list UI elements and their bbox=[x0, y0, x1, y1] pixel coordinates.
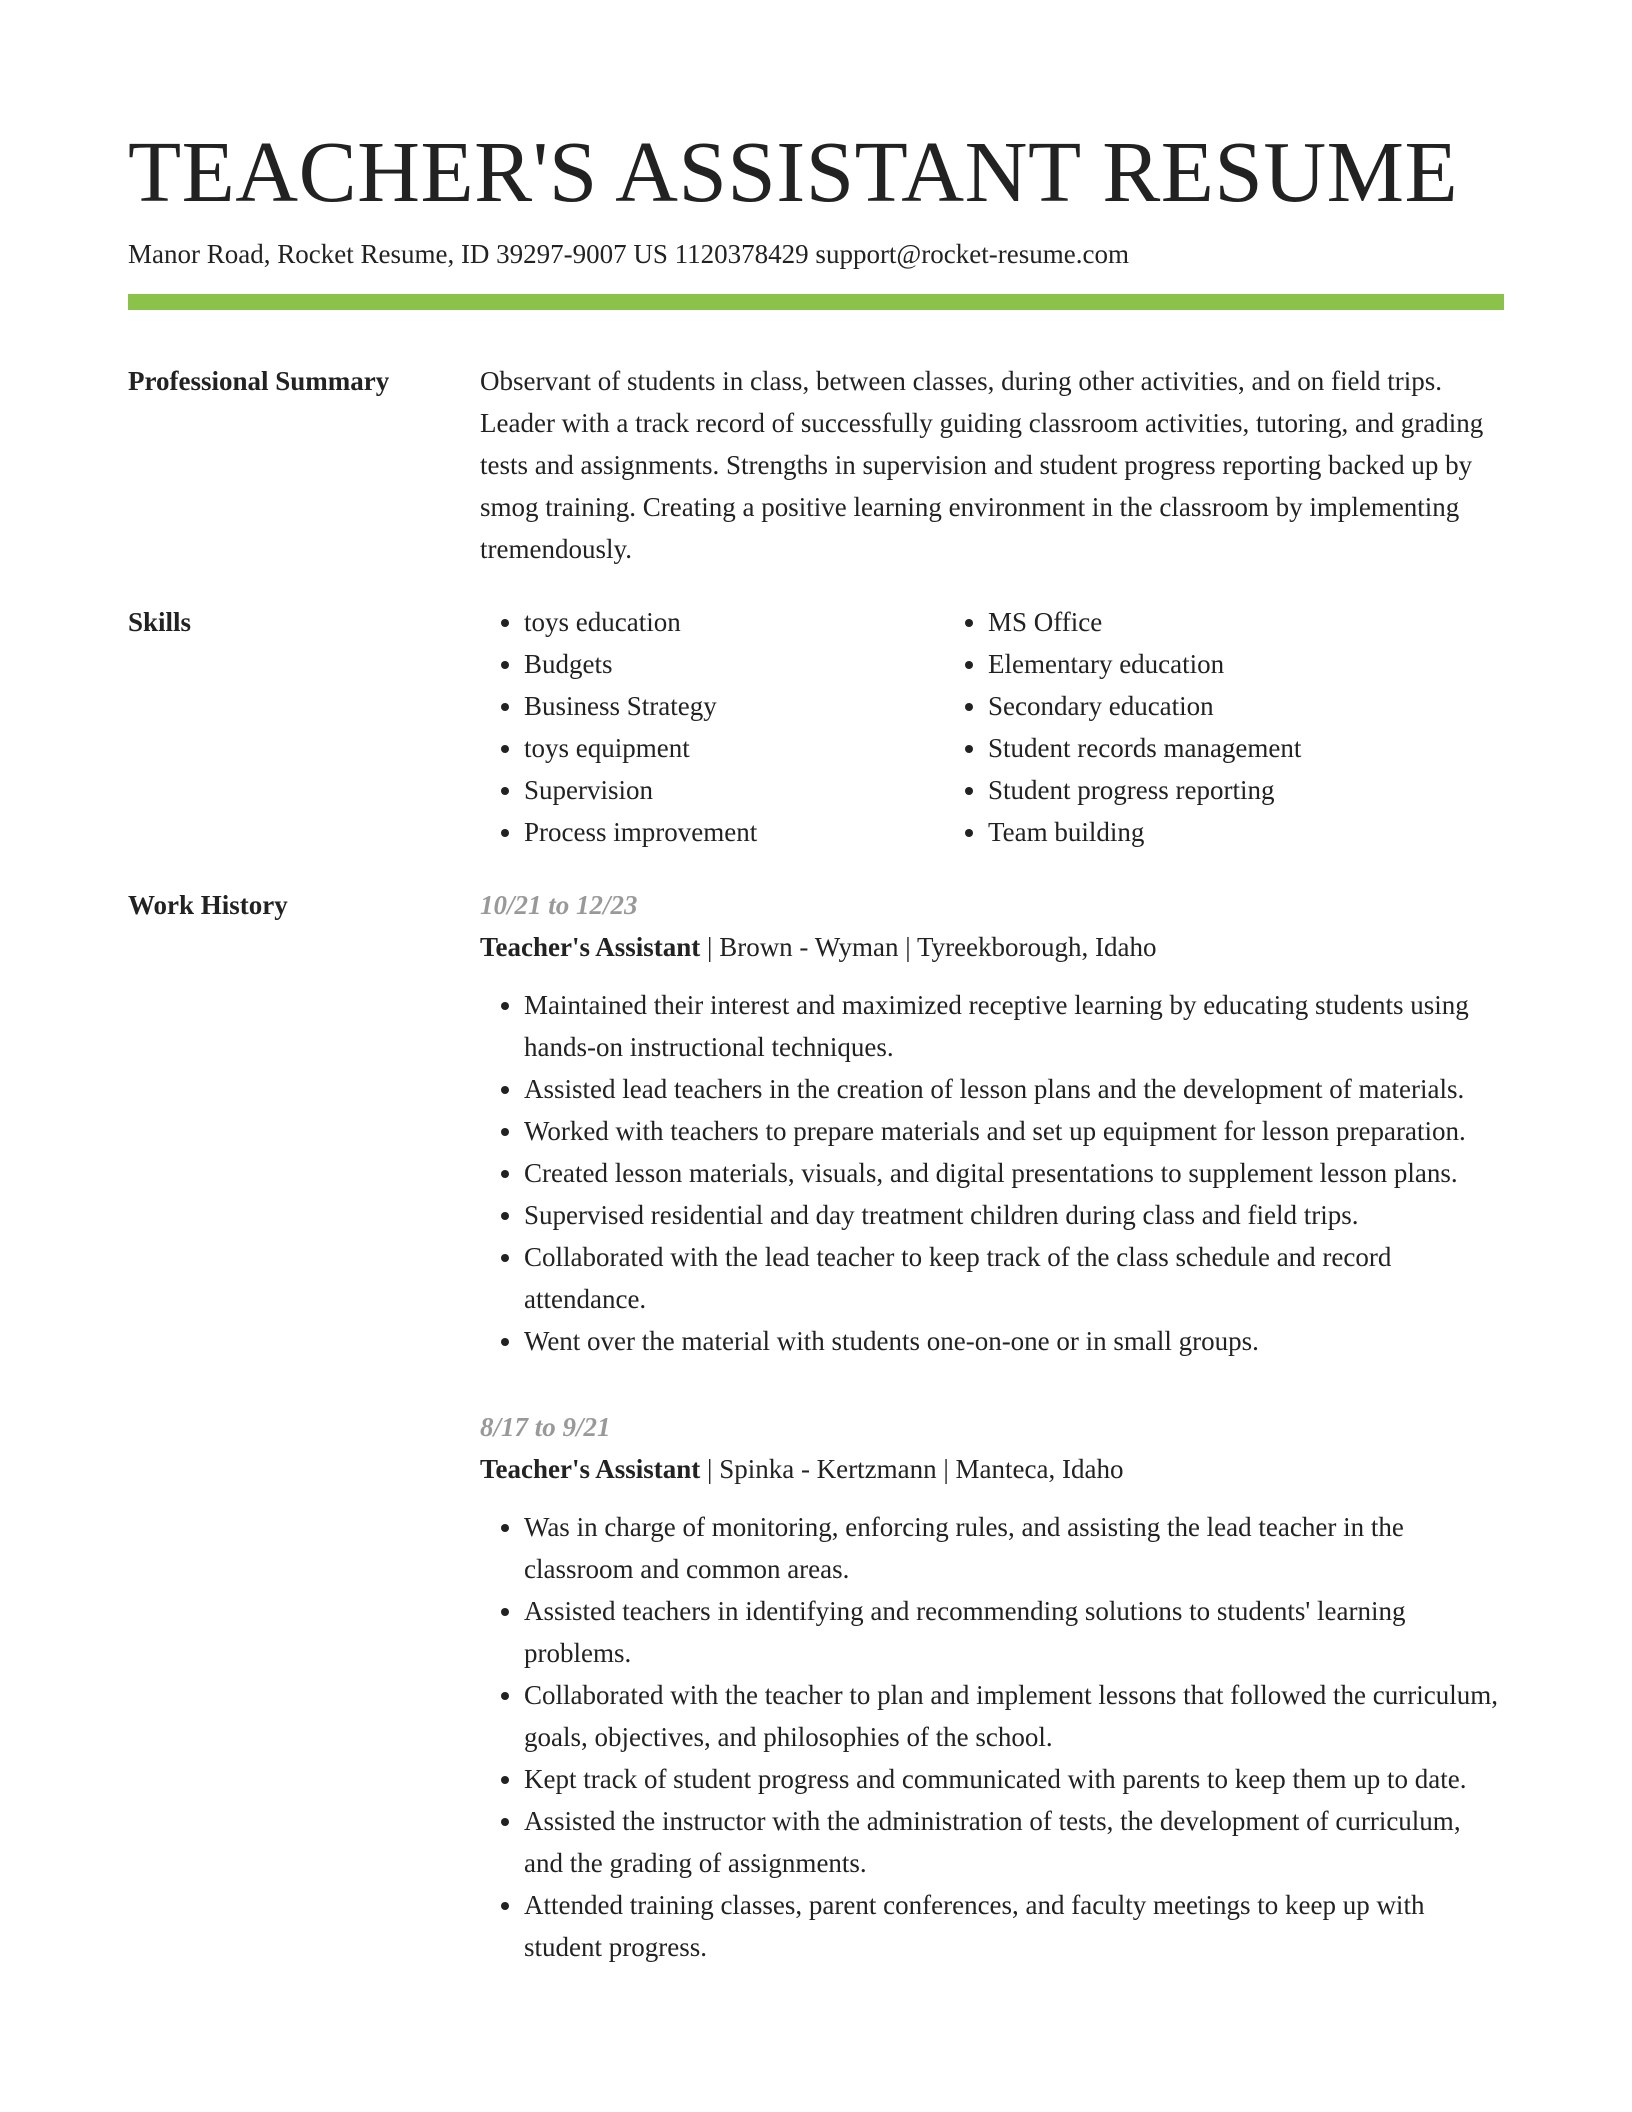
job-bullet: • Kept track of student progress and communicated with parents to keep them up to date. bbox=[524, 1758, 1504, 1800]
skill-item: • Budgets bbox=[524, 643, 940, 685]
job-separator: | bbox=[898, 932, 917, 962]
job-dates: 10/21 to 12/23 bbox=[480, 890, 638, 920]
job-bullet: • Collaborated with the teacher to plan and implement lessons that followed the curriculum, goals, objectives, and philosophies of the school. bbox=[524, 1674, 1504, 1758]
professional-summary-section bbox=[128, 360, 1504, 570]
job-heading bbox=[480, 1448, 1504, 1490]
skills-list-left bbox=[480, 601, 940, 853]
job-entry bbox=[480, 884, 1504, 1362]
job-bullets bbox=[480, 1506, 1504, 1968]
job-title: Teacher's Assistant bbox=[480, 1454, 701, 1484]
skill-item: • Student progress reporting bbox=[988, 769, 1504, 811]
skill-item: • MS Office bbox=[988, 601, 1504, 643]
job-title: Teacher's Assistant bbox=[480, 932, 701, 962]
skill-item: • Process improvement bbox=[524, 811, 940, 853]
job-bullet: • Was in charge of monitoring, enforcing rules, and assisting the lead teacher in the classroom and common areas. bbox=[524, 1506, 1504, 1590]
job-bullet: • Went over the material with students one-on-one or in small groups. bbox=[524, 1320, 1504, 1362]
job-company: Spinka - Kertzmann bbox=[719, 1454, 937, 1484]
job-dates: 8/17 to 9/21 bbox=[480, 1412, 611, 1442]
resume-title: TEACHER'S ASSISTANT RESUME bbox=[128, 123, 1459, 220]
job-bullet: • Assisted teachers in identifying and recommending solutions to students' learning problems. bbox=[524, 1590, 1504, 1674]
skills-list-right bbox=[940, 601, 1504, 853]
job-bullet: • Maintained their interest and maximized receptive learning by educating students using hands-on instructional techniques. bbox=[524, 984, 1504, 1068]
section-label-work: Work History bbox=[128, 890, 288, 920]
job-separator: | bbox=[700, 932, 720, 962]
job-bullets bbox=[480, 984, 1504, 1362]
section-label-skills: Skills bbox=[128, 607, 192, 637]
skill-item: • toys education bbox=[524, 601, 940, 643]
skill-item: • Team building bbox=[988, 811, 1504, 853]
work-history-section bbox=[128, 884, 1504, 2012]
job-bullet: • Assisted the instructor with the administration of tests, the development of curriculum, and the grading of assignments. bbox=[524, 1800, 1504, 1884]
skill-item: • Supervision bbox=[524, 769, 940, 811]
job-bullet: • Worked with teachers to prepare materials and set up equipment for lesson preparation. bbox=[524, 1110, 1504, 1152]
skills-section bbox=[128, 601, 1504, 853]
job-bullet: • Assisted lead teachers in the creation of lesson plans and the development of materials. bbox=[524, 1068, 1504, 1110]
summary-text: Observant of students in class, between classes, during other activities, and on field trips. Leader with a track record of successfully guiding classroom activities, tutoring, and grading tests and assignments. Strengths in supervision and student progress reporting backed up by smog training. Creating a positive learning environment in the classroom by implementing tremendously. bbox=[480, 366, 1484, 564]
job-heading bbox=[480, 926, 1504, 968]
job-entry bbox=[480, 1406, 1504, 1968]
job-bullet: • Attended training classes, parent conferences, and faculty meetings to keep up with student progress. bbox=[524, 1884, 1504, 1968]
job-company: Brown - Wyman bbox=[719, 932, 899, 962]
skill-item: • Student records management bbox=[988, 727, 1504, 769]
skill-item: • Elementary education bbox=[988, 643, 1504, 685]
header-divider bbox=[128, 294, 1504, 310]
job-bullet: • Created lesson materials, visuals, and digital presentations to supplement lesson plans. bbox=[524, 1152, 1504, 1194]
job-separator: | bbox=[700, 1454, 720, 1484]
skill-item: • toys equipment bbox=[524, 727, 940, 769]
job-bullet: • Supervised residential and day treatment children during class and field trips. bbox=[524, 1194, 1504, 1236]
job-location: Tyreekborough, Idaho bbox=[916, 932, 1157, 962]
job-location: Manteca, Idaho bbox=[955, 1454, 1124, 1484]
skill-item: • Business Strategy bbox=[524, 685, 940, 727]
skill-item: • Secondary education bbox=[988, 685, 1504, 727]
job-separator: | bbox=[936, 1454, 956, 1484]
contact-line: Manor Road, Rocket Resume, ID 39297-9007 US 1120378429 support@rocket-resume.com bbox=[128, 239, 1129, 269]
section-label-summary: Professional Summary bbox=[128, 366, 390, 396]
job-bullet: • Collaborated with the lead teacher to keep track of the class schedule and record attendance. bbox=[524, 1236, 1504, 1320]
